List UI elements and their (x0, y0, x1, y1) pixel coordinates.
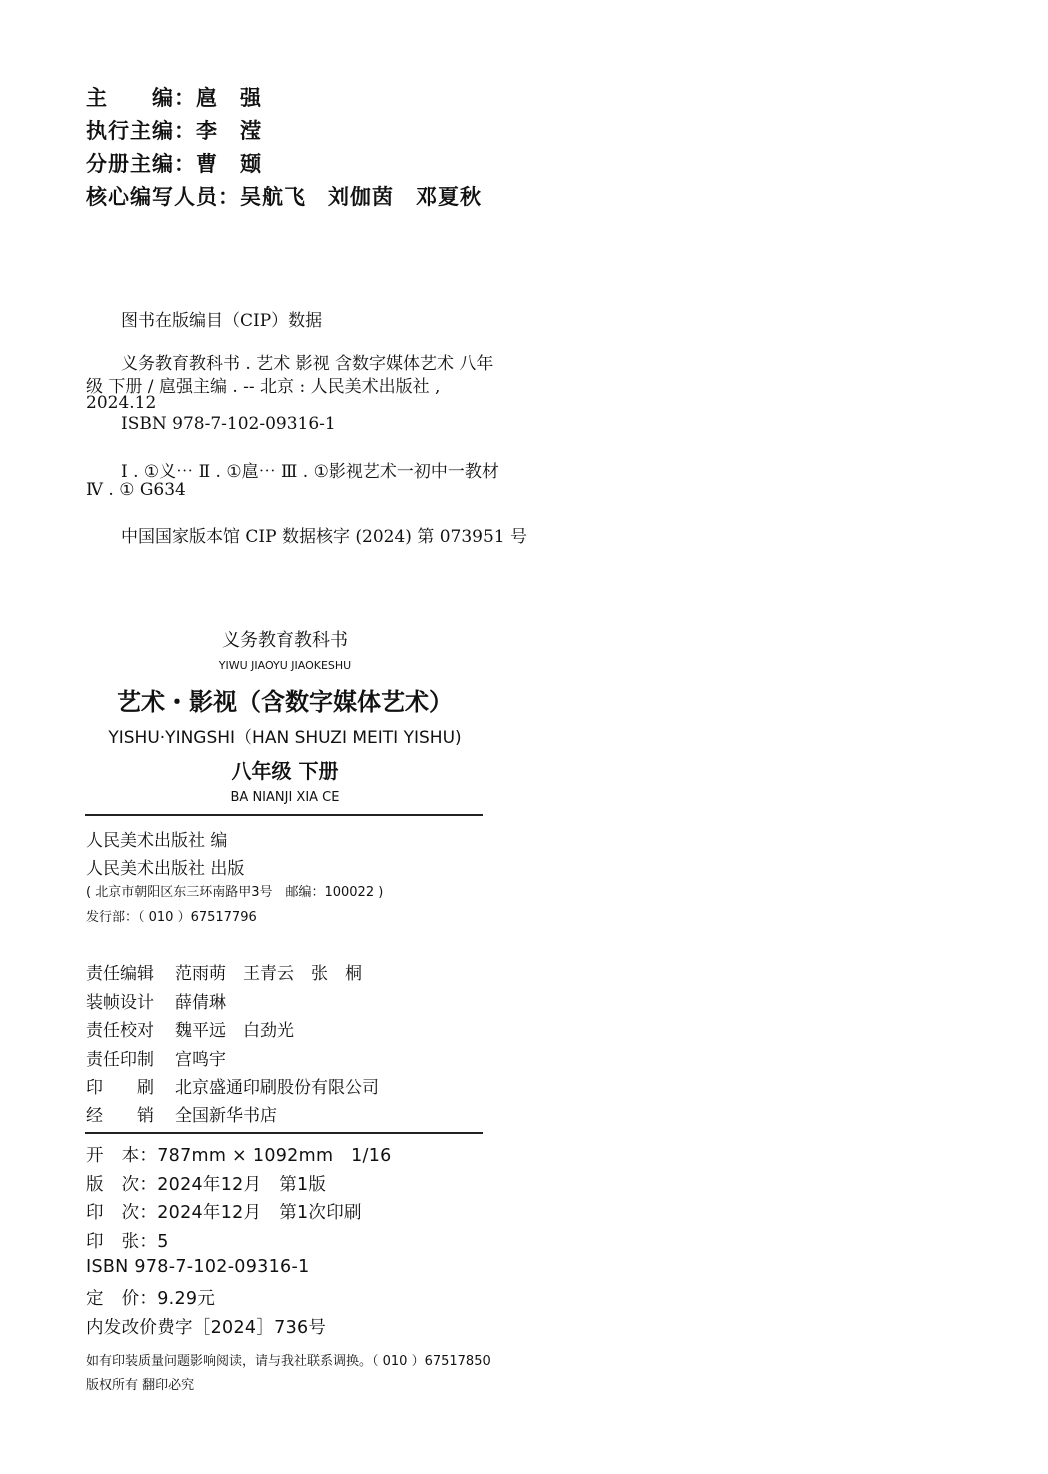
cip-classification-line: Ⅳ . ① G634 (86, 480, 186, 500)
cip-isbn: ISBN 978-7-102-09316-1 (121, 414, 336, 434)
price-approval-number: 内发改价费字［2024］736号 (86, 1318, 327, 1338)
cip-entry-line: 义务教育教科书 . 艺术 影视 含数字媒体艺术 八年 (121, 354, 494, 374)
cip-classification-line: Ⅰ . ①义⋯ Ⅱ . ①扈⋯ Ⅲ . ①影视艺术一初中一教材 (121, 462, 499, 482)
cip-heading: 图书在版编目（CIP）数据 (121, 311, 323, 331)
cip-entry-line: 级 下册 / 扈强主编 . -- 北京 : 人民美术出版社 , (86, 377, 441, 397)
distribution-phone: 发行部：（ 010 ）67517796 (86, 910, 257, 925)
staff-names: 魏平远 白劲光 (175, 1021, 294, 1041)
staff-names: 宫鸣宇 (175, 1050, 226, 1070)
divider-line (85, 1132, 483, 1134)
staff-role: 责任印制 (86, 1050, 154, 1070)
publisher-address: ( 北京市朝阳区东三环南路甲3号 邮编：100022 ) (86, 885, 384, 900)
staff-role: 责任编辑 (86, 964, 154, 984)
divider-line (85, 814, 483, 816)
core-writers-line: 核心编写人员：吴航飞 刘伽茵 邓夏秋 (86, 184, 482, 209)
staff-role: 装帧设计 (86, 993, 154, 1013)
format-size: 开 本：787mm × 1092mm 1/16 (86, 1146, 392, 1166)
staff-role: 责任校对 (86, 1021, 154, 1041)
published-by: 人民美术出版社 出版 (86, 859, 245, 879)
series-name: 义务教育教科书 (222, 630, 348, 651)
cip-entry-line: 2024.12 (86, 393, 157, 413)
quality-notice: 如有印装质量问题影响阅读，请与我社联系调换。（ 010 ）67517850 (86, 1354, 491, 1369)
isbn: ISBN 978-7-102-09316-1 (86, 1257, 310, 1277)
compiled-by: 人民美术出版社 编 (86, 831, 228, 851)
executive-editor-line: 执行主编：李 滢 (86, 118, 262, 143)
staff-role: 印 刷 (86, 1078, 154, 1098)
volume-editor-line: 分册主编：曹 颋 (86, 151, 262, 176)
staff-role: 经 销 (86, 1106, 154, 1126)
staff-names: 全国新华书店 (175, 1106, 277, 1126)
cip-record-number: 中国国家版本馆 CIP 数据核字 (2024) 第 073951 号 (121, 527, 528, 547)
staff-names: 范雨萌 王青云 张 桐 (175, 964, 362, 984)
series-pinyin: YIWU JIAOYU JIAOKESHU (218, 659, 352, 672)
grade-volume: 八年级 下册 (231, 759, 339, 783)
edition: 版 次：2024年12月 第1版 (86, 1175, 327, 1195)
book-title-pinyin: YISHU·YINGSHI（HAN SHUZI MEITI YISHU) (108, 728, 462, 748)
grade-volume-pinyin: BA NIANJI XIA CE (230, 790, 340, 805)
book-title: 艺术・影视（含数字媒体艺术） (117, 688, 453, 716)
copyright-notice: 版权所有 翻印必究 (86, 1378, 195, 1393)
printed-sheets: 印 张：5 (86, 1232, 169, 1252)
chief-editor-line: 主 编：扈 强 (86, 85, 262, 110)
staff-names: 北京盛通印刷股份有限公司 (175, 1078, 379, 1098)
price: 定 价：9.29元 (86, 1289, 216, 1309)
printing: 印 次：2024年12月 第1次印刷 (86, 1203, 362, 1223)
staff-names: 薛倩琳 (175, 993, 226, 1013)
